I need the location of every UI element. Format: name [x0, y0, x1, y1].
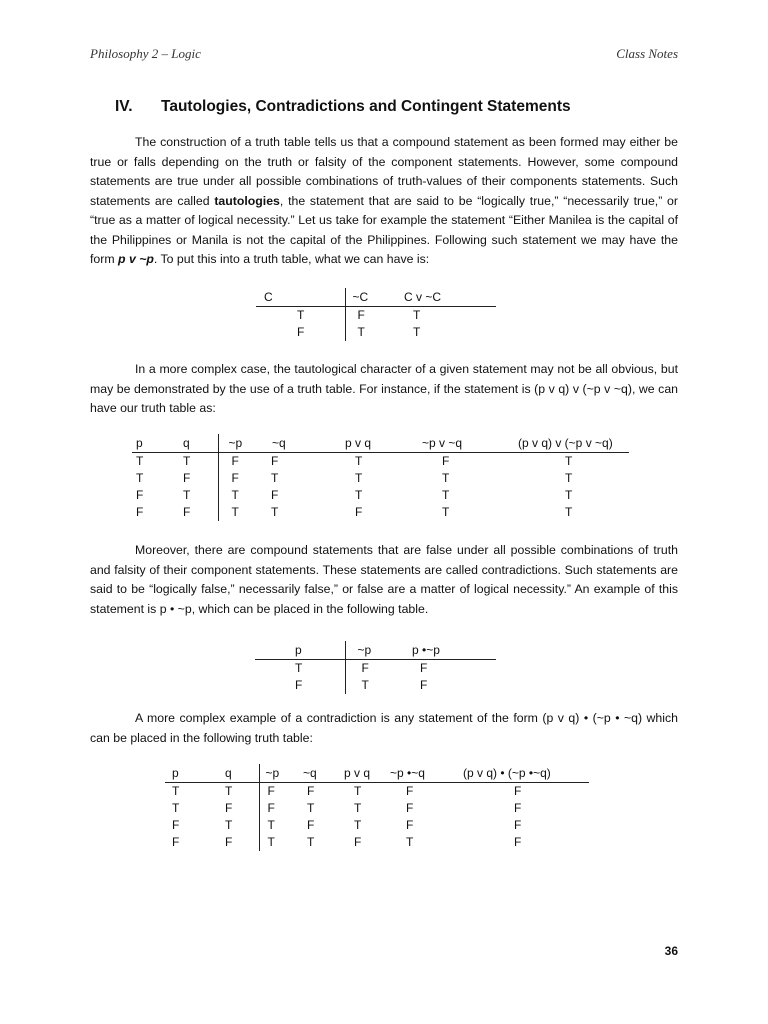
table-cell: T — [354, 801, 362, 815]
table-cell: T — [565, 505, 573, 519]
table-cell: F — [357, 308, 365, 322]
header-cell: p v q — [317, 434, 397, 453]
table-cell: T — [267, 835, 275, 849]
table-cell: F — [271, 454, 279, 468]
header-cell: ~p •~q — [387, 764, 450, 783]
table-cell: T — [565, 454, 573, 468]
p1-formula: p v ~p — [118, 252, 154, 266]
truth-table-p-and-not-p — [255, 641, 496, 694]
table-row — [256, 307, 496, 325]
truth-table-c — [256, 288, 496, 341]
table-cell: F — [256, 324, 345, 341]
table-cell: T — [565, 471, 573, 485]
section-heading — [115, 98, 571, 116]
truth-table-contradiction — [165, 764, 589, 851]
table-cell: F — [307, 818, 315, 832]
table-cell: F — [361, 661, 369, 675]
table-cell: T — [217, 817, 259, 834]
header-cell: C — [256, 288, 345, 307]
header-cell: p v q — [337, 764, 387, 783]
table-cell: T — [172, 801, 180, 815]
table-row — [165, 817, 589, 834]
table-cell: T — [217, 783, 259, 801]
paragraph-contradictions — [90, 541, 678, 619]
table-cell: T — [307, 801, 315, 815]
header-cell: p — [165, 764, 217, 783]
table-cell: T — [231, 505, 239, 519]
table-cell: F — [136, 488, 144, 502]
header-cell: q — [217, 764, 259, 783]
header-cell: (p v q) • (~p •~q) — [450, 764, 589, 783]
header-cell: ~p v ~q — [397, 434, 486, 453]
table-cell: T — [271, 505, 279, 519]
table-cell: F — [231, 454, 239, 468]
table-cell: F — [406, 784, 414, 798]
table-cell: F — [420, 678, 428, 692]
table-cell: F — [514, 784, 522, 798]
header-cell: p — [255, 641, 345, 660]
table-cell: F — [514, 818, 522, 832]
table-cell: T — [136, 454, 144, 468]
p4-text: A more complex example of a contradiction is any statement of the form (p v q) • (~p • ~q) which can be placed in the following truth table: — [90, 711, 678, 745]
table-cell: F — [136, 505, 144, 519]
table-cell: T — [136, 471, 144, 485]
table-cell: F — [255, 677, 345, 694]
paragraph-complex-contradiction — [90, 709, 678, 748]
table-cell: F — [267, 784, 275, 798]
table-row — [132, 504, 629, 521]
header-cell: ~q — [296, 764, 337, 783]
table-cell: F — [406, 818, 414, 832]
p1-text-a: The construction of a truth table tells us that a compound statement as been formed may either be true or falls depending on the truth or falsity of the component statements. However, some compound statements are true under all possible combinations of truth-values of their components statements. Such statements are called — [90, 135, 678, 208]
table-cell: T — [413, 325, 421, 339]
table-cell: F — [231, 471, 239, 485]
table-cell: F — [172, 835, 180, 849]
table-cell: F — [217, 834, 259, 851]
table-cell: T — [181, 487, 218, 504]
table-cell: T — [354, 784, 362, 798]
header-cell: ~p — [218, 434, 262, 453]
table-header-row — [165, 764, 589, 783]
table-cell: F — [172, 818, 180, 832]
header-cell: ~q — [262, 434, 317, 453]
p1-text-c: . To put this into a truth table, what we can have is: — [153, 252, 430, 266]
table-cell: T — [267, 818, 275, 832]
p1-bold-term: tautologies — [214, 193, 280, 208]
table-cell: T — [442, 471, 450, 485]
p3-text: Moreover, there are compound statements that are false under all possible combinations of truth and falsity of their component statements. These statements are called contradictions. Such statements are said to be “logically false,” necessarily false,” or false are a matter of logical necessity.” An example of this statement is p • ~p, which can be placed in the following table. — [90, 543, 678, 616]
table-cell: T — [355, 488, 363, 502]
table-cell: F — [514, 835, 522, 849]
table-cell: T — [255, 660, 345, 678]
table-cell: T — [256, 307, 345, 325]
header-class-notes: Class Notes — [616, 46, 678, 61]
table-cell: T — [231, 488, 239, 502]
table-cell: T — [413, 308, 421, 322]
table-row — [256, 324, 496, 341]
header-cell: (p v q) v (~p v ~q) — [486, 434, 629, 453]
table-cell: T — [406, 835, 414, 849]
table-cell: F — [267, 801, 275, 815]
header-cell: p — [132, 434, 181, 453]
table-row — [165, 800, 589, 817]
table-cell: T — [355, 454, 363, 468]
section-number: IV. — [115, 98, 133, 115]
table-cell: F — [181, 504, 218, 521]
table-cell: F — [181, 470, 218, 487]
table-row — [132, 487, 629, 504]
table-cell: F — [442, 454, 450, 468]
table-cell: T — [354, 818, 362, 832]
table-cell: T — [355, 471, 363, 485]
table-cell: F — [355, 505, 363, 519]
paragraph-complex-tautology — [90, 360, 678, 419]
table-row — [132, 470, 629, 487]
table-row — [165, 834, 589, 851]
page-number: 36 — [664, 944, 678, 958]
header-cell: p •~p — [400, 641, 496, 660]
table-cell: T — [357, 325, 365, 339]
table-cell: F — [514, 801, 522, 815]
paragraph-tautologies — [90, 133, 678, 270]
table-cell: T — [271, 471, 279, 485]
table-cell: T — [307, 835, 315, 849]
table-header-row — [256, 288, 496, 307]
section-title-text: Tautologies, Contradictions and Contingent Statements — [161, 98, 571, 115]
table-cell: T — [442, 488, 450, 502]
table-row — [255, 677, 496, 694]
table-row — [132, 453, 629, 471]
p1-text-b: , the statement that are said to be “logically true,” “necessarily true,” or “true as a matter of logical necessity.” Let us take for example the statement “Either Manilea is the capital of the Philippines or Manila is not the capital of the Philippines. Following such statement we may have the form — [90, 193, 678, 266]
table-cell: F — [307, 784, 315, 798]
table-cell: F — [354, 835, 362, 849]
header-course-title: Philosophy 2 – Logic — [90, 46, 201, 61]
table-header-row — [132, 434, 629, 453]
table-header-row — [255, 641, 496, 660]
table-cell: F — [406, 801, 414, 815]
table-cell: F — [420, 661, 428, 675]
header-cell: ~C — [345, 288, 400, 307]
header-cell: C v ~C — [400, 288, 496, 307]
header-cell: ~p — [345, 641, 400, 660]
table-cell: F — [271, 488, 279, 502]
header-cell: q — [181, 434, 218, 453]
table-cell: T — [565, 488, 573, 502]
table-cell: F — [217, 800, 259, 817]
table-row — [165, 783, 589, 801]
table-cell: T — [172, 784, 180, 798]
table-cell: T — [361, 678, 369, 692]
truth-table-tautology — [132, 434, 629, 521]
p2-text: In a more complex case, the tautological character of a given statement may not be all obvious, but may be demonstrated by the use of a truth table. For instance, if the statement is (p v q) v (~p v ~q), we can have our truth table as: — [90, 362, 678, 415]
table-cell: T — [442, 505, 450, 519]
table-row — [255, 660, 496, 678]
header-cell: ~p — [259, 764, 296, 783]
table-cell: T — [181, 453, 218, 471]
